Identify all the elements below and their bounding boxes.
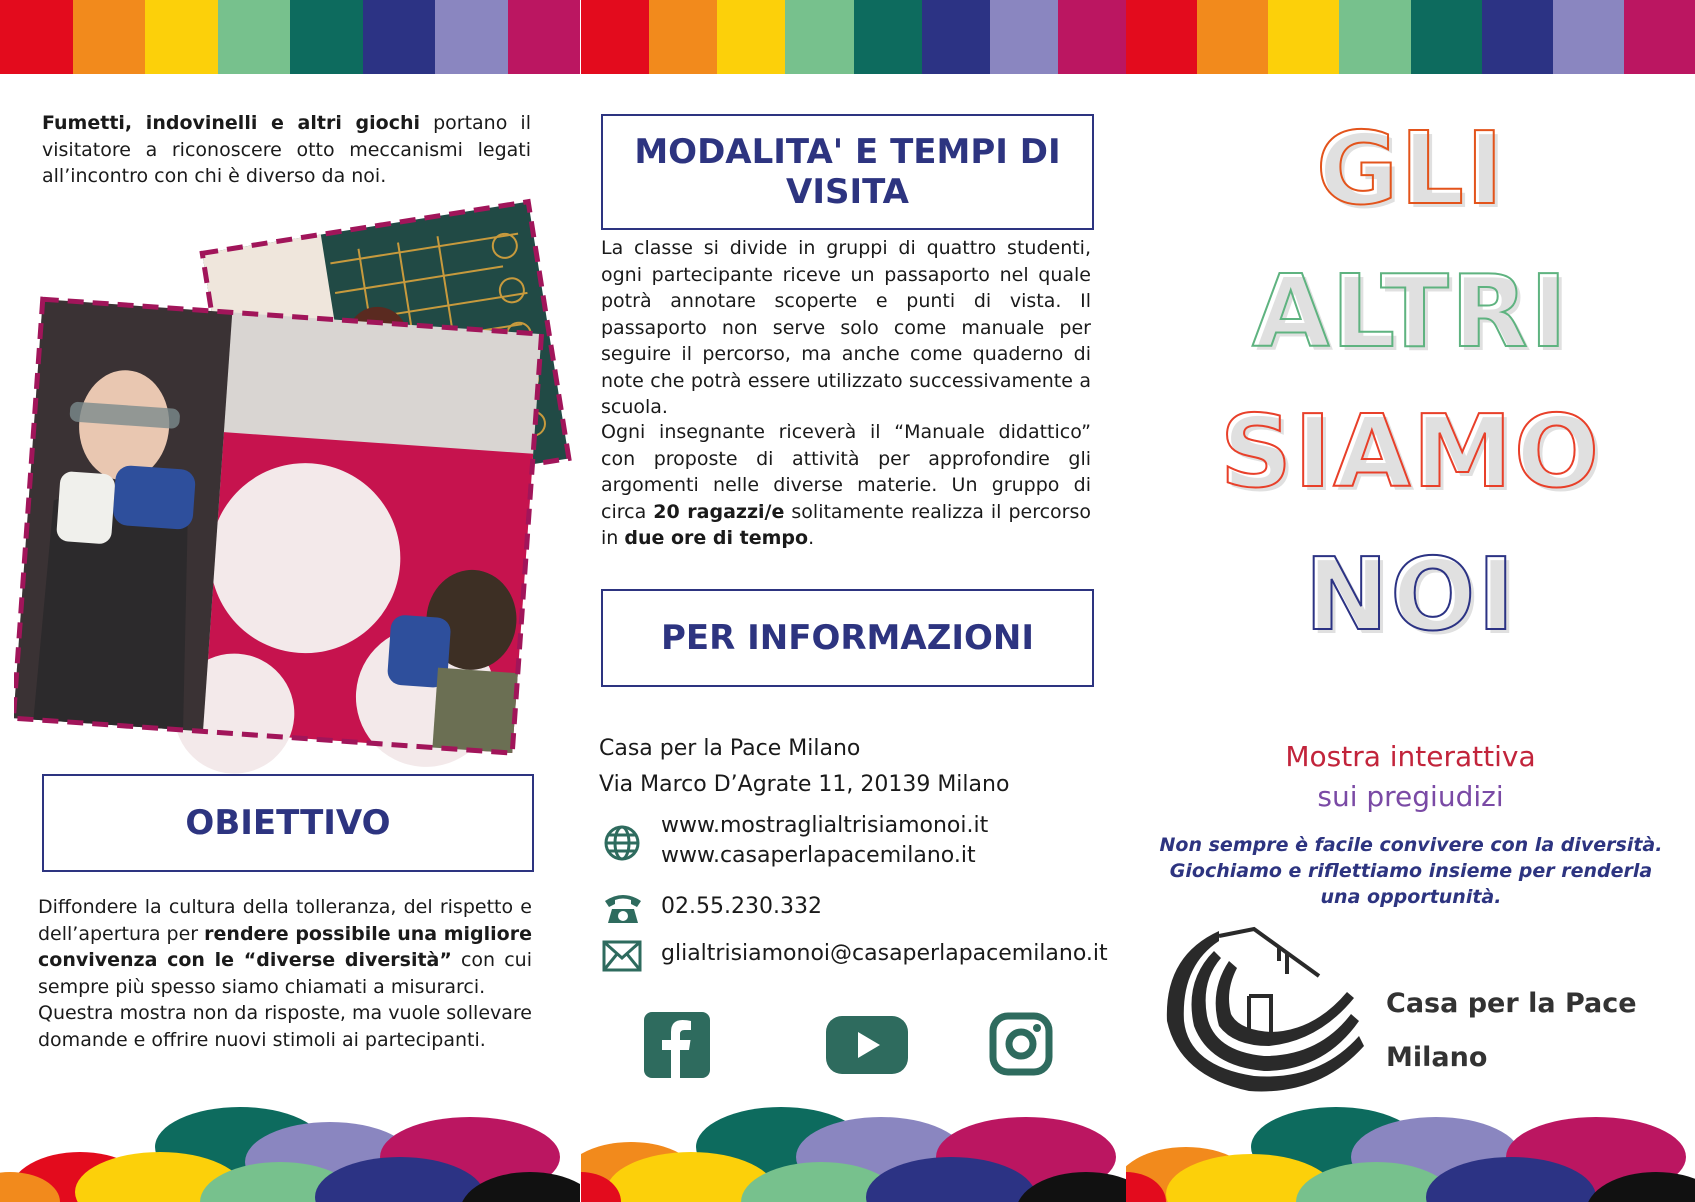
panel-middle	[581, 74, 1126, 1202]
top-stripes-middle	[581, 0, 1126, 74]
objective-title-box	[42, 774, 534, 872]
website-link-1[interactable]: www.mostraglialtrisiamonoi.it	[661, 813, 989, 838]
title-line-1	[1126, 110, 1695, 227]
stripe-1	[581, 0, 649, 74]
stripe-1	[1126, 0, 1197, 74]
website-link-2[interactable]: www.casaperlapacemilano.it	[661, 843, 976, 868]
bottom-dots-right	[1126, 1102, 1695, 1202]
bottom-dots-middle	[581, 1102, 1126, 1202]
stripe-8	[1624, 0, 1695, 74]
visit-title: MODALITA' E TEMPI DI VISITA	[634, 132, 1061, 212]
youtube-icon[interactable]	[826, 1016, 908, 1074]
objective-text-c: con cui sempre più spesso siamo chiamati a misurarci.	[38, 949, 532, 998]
stripe-5	[1411, 0, 1482, 74]
objective-text-bold: rendere possibile una migliore convivenza con le “diverse diversità”	[38, 922, 532, 971]
objective-title: OBIETTIVO	[185, 803, 391, 843]
stripe-7	[435, 0, 508, 74]
visit-text-duration: due ore di tempo	[624, 527, 809, 549]
stripe-4	[785, 0, 853, 74]
org-name: Casa per la Pace Milano	[599, 736, 861, 761]
stripe-2	[649, 0, 717, 74]
title-word-altri: ALTRI	[1252, 253, 1569, 370]
stripe-8	[1058, 0, 1126, 74]
panel-left	[0, 74, 580, 1202]
websites	[661, 811, 988, 871]
stripe-3	[717, 0, 785, 74]
logo-text-line-2: Milano	[1386, 1042, 1488, 1073]
stripe-3	[1268, 0, 1339, 74]
phone-number[interactable]: 02.55.230.332	[661, 894, 822, 919]
visit-text-students: 20 ragazzi/e	[653, 500, 785, 523]
bottom-dots-left	[0, 1102, 580, 1202]
stripe-5	[290, 0, 363, 74]
stripe-4	[1339, 0, 1410, 74]
title-word-noi: NOI	[1304, 536, 1517, 653]
stripe-6	[363, 0, 436, 74]
title-word-siamo: SIAMO	[1219, 393, 1602, 510]
title-word-gli: GLI	[1315, 110, 1505, 227]
info-title-box	[601, 589, 1094, 687]
stripe-8	[508, 0, 581, 74]
stripe-6	[1482, 0, 1553, 74]
intro-text: portano il visitatore a riconoscere otto meccanismi legati all’incontro con chi è diverso da noi.	[42, 112, 531, 187]
address: Via Marco D’Agrate 11, 20139 Milano	[599, 772, 1010, 797]
stripe-4	[218, 0, 291, 74]
globe-icon	[603, 824, 641, 862]
subtitle-line-1: Mostra interattiva	[1285, 740, 1536, 773]
subtitle-line-2: sui pregiudizi	[1317, 780, 1504, 813]
stripe-2	[1197, 0, 1268, 74]
exhibition-photo	[14, 186, 574, 836]
visit-paragraph-2	[601, 419, 1091, 552]
instagram-icon[interactable]	[989, 1012, 1053, 1076]
facebook-icon[interactable]	[644, 1012, 710, 1078]
visit-text-e: .	[808, 527, 815, 549]
objective-paragraph	[38, 894, 532, 1053]
stripe-1	[0, 0, 73, 74]
logo-text-line-1: Casa per la Pace	[1386, 988, 1637, 1019]
info-title: PER INFORMAZIONI	[660, 618, 1035, 658]
tagline: Non sempre è facile convivere con la diversità. Giochiamo e riflettiamo insieme per renderla una opportunità.	[1159, 834, 1663, 908]
address-block	[599, 731, 1009, 803]
intro-bold: Fumetti, indovinelli e altri giochi	[42, 112, 420, 134]
stripe-2	[73, 0, 146, 74]
visit-paragraph-1: La classe si divide in gruppi di quattro studenti, ogni partecipante riceve un passaporto nel quale potrà annotare scoperte e punti di vista. Il passaporto non serve solo come manuale per seguire il percorso, ma anche come quaderno di note che potrà essere utilizzato successivamente a scuola.	[601, 237, 1091, 418]
objective-text-2: Questra mostra non da risposte, ma vuole sollevare domande e offrire nuovi stimoli ai partecipanti.	[38, 1002, 532, 1051]
visit-title-box	[601, 114, 1094, 230]
casa-per-la-pace-logo	[1159, 926, 1379, 1106]
stripe-7	[990, 0, 1058, 74]
email-address[interactable]: glialtrisiamonoi@casaperlapacemilano.it	[661, 941, 1108, 966]
title-line-2	[1126, 253, 1695, 370]
stripe-7	[1553, 0, 1624, 74]
title-line-3	[1126, 393, 1695, 510]
intro-paragraph	[42, 110, 531, 190]
stripe-3	[145, 0, 218, 74]
visit-text-c: solitamente realizza il percorso in	[601, 500, 1092, 549]
top-stripes-left	[0, 0, 580, 74]
stripe-5	[854, 0, 922, 74]
subtitle	[1126, 737, 1695, 817]
objective-text-a: Diffondere la cultura della tolleranza, del rispetto e dell’apertura per	[38, 896, 532, 945]
mail-icon	[602, 940, 642, 972]
top-stripes-right	[1126, 0, 1695, 74]
panel-right	[1126, 74, 1695, 1202]
title-line-4	[1126, 536, 1695, 653]
phone-icon	[602, 889, 644, 927]
stripe-6	[922, 0, 990, 74]
visit-text-a: Ogni insegnante riceverà il “Manuale didattico” con proposte di attività per approfondire gli argomenti nelle diverse materie. Un gruppo di circa	[601, 421, 1091, 523]
